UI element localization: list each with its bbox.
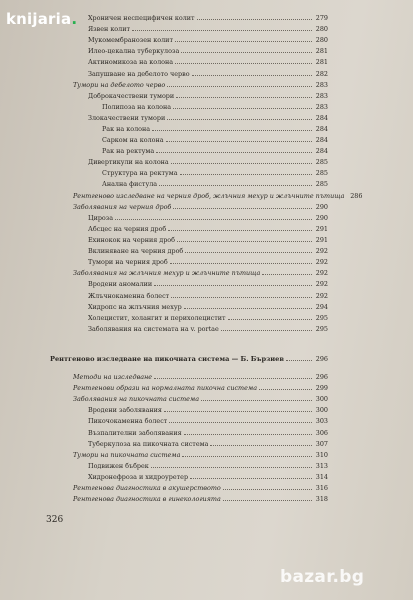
toc-entry-page: 281 (315, 47, 328, 55)
toc-entry-title: Жлъчнокаменна болест (88, 292, 170, 300)
toc-leader-dots (197, 13, 312, 20)
toc-entry-page: 280 (315, 36, 328, 44)
toc-leader-dots (159, 179, 312, 186)
toc-row (73, 450, 328, 461)
toc-row (102, 124, 328, 135)
toc-entry-title: Рентгенови образи на нормалната пикочна система (73, 384, 258, 392)
toc-row (88, 257, 328, 268)
toc-leader-dots (221, 324, 312, 331)
toc-row (73, 202, 328, 213)
toc-row (102, 179, 328, 190)
toc-leader-dots (173, 102, 312, 109)
toc-entry-title: Полипоза на колона (102, 103, 172, 111)
toc-entry-title: Рентгенова диагностика в гинекологията (73, 495, 221, 503)
toc-row (88, 416, 328, 427)
toc-leader-dots (171, 291, 312, 298)
toc-row (88, 91, 328, 102)
toc-entry-title: Илео-цекална туберкулоза (88, 47, 180, 55)
toc-entry-page: 284 (315, 114, 328, 122)
toc-entry-page: 299 (315, 384, 328, 392)
toc-entry-page: 292 (315, 269, 328, 277)
toc-entry-page: 296 (315, 373, 328, 381)
toc-entry-page: 285 (315, 169, 328, 177)
toc-row (88, 113, 328, 124)
toc-leader-dots (170, 257, 312, 264)
toc-entry-page: 292 (315, 258, 328, 266)
toc-entry-page: 306 (315, 429, 328, 437)
toc-leader-dots (115, 213, 312, 220)
toc-row (73, 483, 328, 494)
toc-leader-dots (167, 113, 312, 120)
toc-row (73, 494, 328, 505)
toc-entry-page: 292 (315, 247, 328, 255)
toc-leader-dots (171, 157, 312, 164)
toc-entry-page: 303 (315, 417, 328, 425)
toc-entry-title: Хидропс на жлъчния мехур (88, 303, 182, 311)
toc-entry-title: Заболявания на пикочната система (73, 395, 200, 403)
toc-entry-title: Дивертикули на колона (88, 158, 169, 166)
toc-row (50, 354, 328, 365)
watermark: bazar.bg (280, 567, 365, 587)
toc-leader-dots (154, 279, 312, 286)
toc-leader-dots (182, 450, 312, 457)
toc-leader-dots (181, 46, 312, 53)
toc-entry-title: Рентгенова диагностика в акушерството (73, 484, 221, 492)
toc-leader-dots (176, 91, 312, 98)
toc-leader-dots (169, 416, 312, 423)
toc-row (88, 428, 328, 439)
toc-leader-dots (152, 124, 312, 131)
toc-entry-page: 292 (315, 292, 328, 300)
toc-entry-title: Заболявания на черния дроб (73, 203, 172, 211)
toc-row (88, 472, 328, 483)
toc-row (73, 394, 328, 405)
toc-entry-page: 294 (315, 303, 328, 311)
toc-row (73, 268, 328, 279)
toc-entry-page: 300 (315, 395, 328, 403)
toc-entry-title: Абсцес на черния дроб (88, 225, 167, 233)
toc-row (102, 135, 328, 146)
toc-entry-title: Тумори на дебелото черво (73, 81, 166, 89)
toc-row (88, 35, 328, 46)
toc-entry-title: Рентгеново изследване на пикочната система — Б. Бързиев (50, 355, 284, 363)
toc-entry-title: Вродени аномалии (88, 280, 153, 288)
toc-entry-title: Вклиняване на черния дроб (88, 247, 184, 255)
toc-row (73, 372, 328, 383)
toc-entry-title: Тумори на черния дроб (88, 258, 168, 266)
toc-entry-page: 282 (315, 70, 328, 78)
toc-entry-title: Структура на ректума (102, 169, 178, 177)
toc-entry-page: 284 (315, 125, 328, 133)
toc-row (88, 235, 328, 246)
toc-row (88, 461, 328, 472)
toc-entry-title: Запушване на дебелото черво (88, 70, 190, 78)
toc-row (88, 313, 328, 324)
toc-entry-page: 280 (315, 25, 328, 33)
toc-entry-title: Тумори на пикочната система (73, 451, 181, 459)
toc-entry-title: Вродени заболявания (88, 406, 162, 414)
toc-entry-title: Възпалителни заболявания (88, 429, 182, 437)
toc-row (88, 302, 328, 313)
toc-leader-dots (151, 461, 312, 468)
toc-entry-page: 291 (315, 225, 328, 233)
toc-leader-dots (223, 494, 312, 501)
toc-leader-dots (132, 24, 312, 31)
toc-entry-page: 284 (315, 147, 328, 155)
toc-entry-title: Рентгеново изследване на черния дроб, жлъчния мехур и жлъчните пътища (73, 192, 345, 200)
toc-leader-dots (180, 168, 312, 175)
toc-entry-page: 283 (315, 81, 328, 89)
toc-leader-dots (173, 202, 312, 209)
toc-entry-page: 296 (315, 355, 328, 363)
toc-entry-title: Анална фистула (102, 180, 158, 188)
toc-entry-title: Язвен колит (88, 25, 131, 33)
toc-entry-title: Холецистит, холангит и перихолецистит (88, 314, 226, 322)
toc-entry-page: 300 (315, 406, 328, 414)
toc-entry-page: 318 (315, 495, 328, 503)
toc-leader-dots (175, 57, 312, 64)
toc-leader-dots (166, 135, 312, 142)
toc-entry-title: Цироза (88, 214, 114, 222)
toc-entry-page: 316 (315, 484, 328, 492)
toc-leader-dots (185, 246, 312, 253)
toc-leader-dots (223, 483, 312, 490)
toc-entry-title: Заболявания на жлъчния мехур и жлъчните пътища (73, 269, 261, 277)
toc-entry-page: 314 (315, 473, 328, 481)
toc-entry-title: Сарком на колона (102, 136, 164, 144)
toc-entry-page: 307 (315, 440, 328, 448)
toc-row (88, 224, 328, 235)
toc-entry-title: Рак на колона (102, 125, 151, 133)
toc-row (88, 157, 328, 168)
toc-entry-page: 292 (315, 280, 328, 288)
toc-leader-dots (184, 428, 312, 435)
toc-row (73, 80, 328, 91)
toc-entry-page: 279 (315, 14, 328, 22)
toc-entry-page: 310 (315, 451, 328, 459)
toc-entry-page: 283 (315, 92, 328, 100)
toc-row (102, 102, 328, 113)
toc-row (102, 168, 328, 179)
toc-entry-page: 285 (315, 180, 328, 188)
toc-leader-dots (177, 235, 312, 242)
page-number: 326 (46, 515, 64, 525)
toc-entry-title: Ехинокок на черния дроб (88, 236, 176, 244)
toc-row (88, 213, 328, 224)
toc-entry-title: Злокачествени тумори (88, 114, 166, 122)
toc-leader-dots (156, 146, 312, 153)
toc-row (88, 69, 328, 80)
toc-entry-title: Рак на ректума (102, 147, 155, 155)
toc-entry-page: 295 (315, 325, 328, 333)
toc-row (88, 405, 328, 416)
toc-entry-title: Актиномикоза на колона (88, 58, 174, 66)
toc-entry-title: Подвижен бъбрек (88, 462, 149, 470)
site-logo-text: knijaria (6, 10, 72, 28)
toc-leader-dots (228, 313, 312, 320)
toc-entry-page: 290 (315, 203, 328, 211)
toc-entry-title: Пикочокаменна болест (88, 417, 168, 425)
toc-row (88, 24, 328, 35)
toc-row (88, 57, 328, 68)
toc-entry-page: 313 (315, 462, 328, 470)
toc-row (88, 291, 328, 302)
toc-leader-dots (201, 394, 312, 401)
toc-row (88, 13, 328, 24)
toc-leader-dots (164, 405, 312, 412)
toc-leader-dots (210, 439, 312, 446)
toc-entry-title: Туберкулоза на пикочната система (88, 440, 209, 448)
toc-leader-dots (175, 35, 312, 42)
toc-row (73, 191, 363, 202)
toc-entry-title: Заболявания на системата на v. portae (88, 325, 219, 333)
toc-leader-dots (259, 383, 312, 390)
toc-leader-dots (168, 224, 312, 231)
toc-entry-page: 281 (315, 58, 328, 66)
toc-leader-dots (184, 302, 312, 309)
toc-entry-page: 286 (350, 192, 363, 200)
toc-row (88, 46, 328, 57)
toc-entry-page: 283 (315, 103, 328, 111)
toc-leader-dots (192, 69, 312, 76)
toc-row (88, 324, 328, 335)
toc-entry-title: Хидронефроза и хидроуретер (88, 473, 189, 481)
toc-entry-title: Хроничен неспецифичен колит (88, 14, 195, 22)
toc-row (88, 439, 328, 450)
toc-entry-title: Мукомембранозен колит (88, 36, 173, 44)
site-logo-dot: . (71, 10, 78, 28)
toc-leader-dots (190, 472, 312, 479)
toc-entry-title: Доброкачествени тумори (88, 92, 175, 100)
toc-entry-page: 290 (315, 214, 328, 222)
toc-row (73, 383, 328, 394)
toc-entry-page: 295 (315, 314, 328, 322)
toc-row (88, 246, 328, 257)
toc-entry-page: 285 (315, 158, 328, 166)
toc-row (102, 146, 328, 157)
toc-leader-dots (286, 354, 312, 361)
toc-leader-dots (167, 80, 312, 87)
toc-entry-page: 284 (315, 136, 328, 144)
toc-leader-dots (154, 372, 312, 379)
toc-leader-dots (262, 268, 312, 275)
toc-entry-page: 291 (315, 236, 328, 244)
toc-entry-title: Методи на изследване (73, 373, 153, 381)
toc-row (88, 279, 328, 290)
